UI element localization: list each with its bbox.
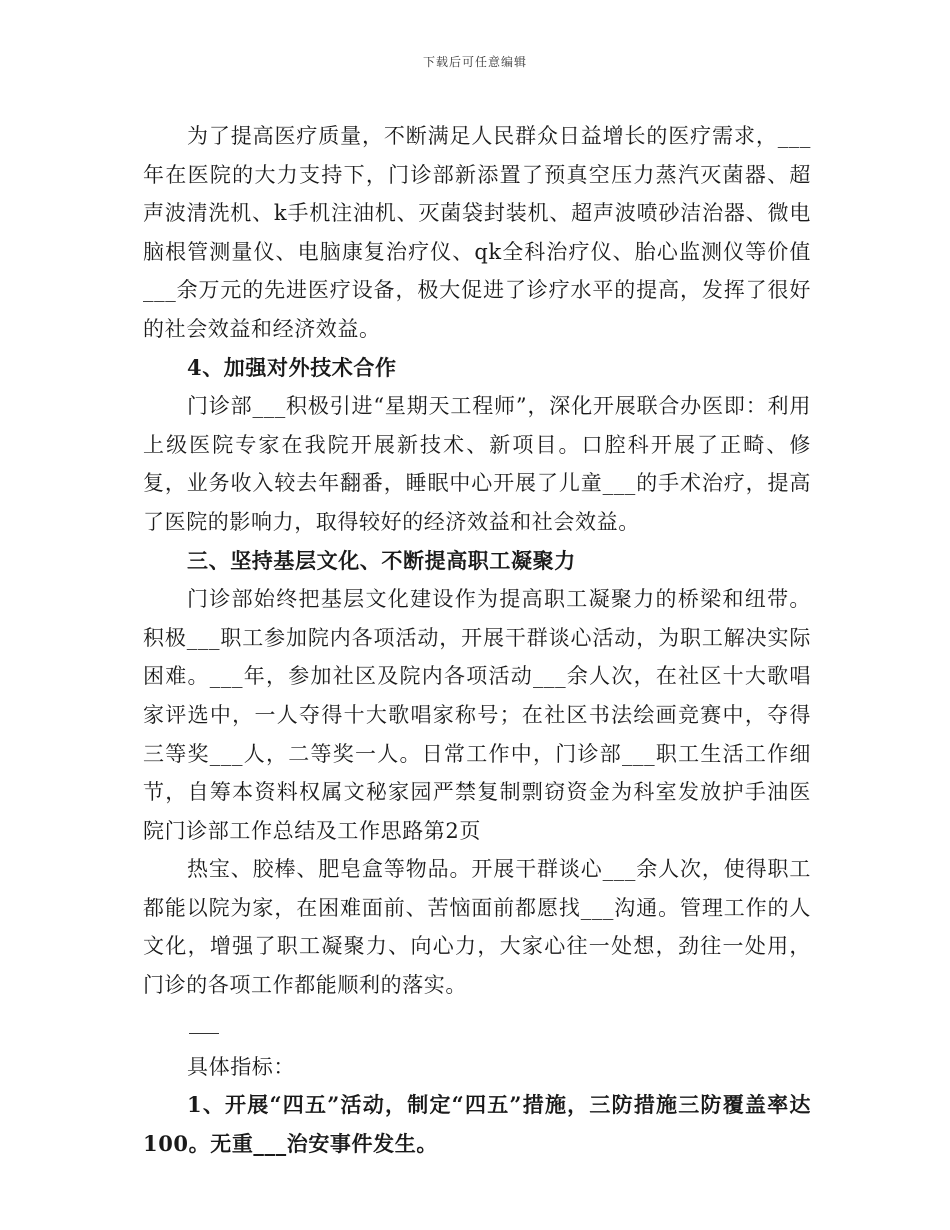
paragraph-cooperation: 门诊部___积极引进“星期天工程师”，深化开展联合办医即：利用上级医院专家在我院开展新技术、新项目。口腔科开展了正畸、修复，业务收入较去年翻番，睡眠中心开展了儿童___的手术治疗，提高了医院的影响力，取得较好的经济效益和社会效益。	[143, 394, 811, 534]
paragraph-continuation: 热宝、胶棒、肥皂盒等物品。开展干群谈心___余人次，使得职工都能以院为家，在困难面前、苦恼面前都愿找___沟通。管理工作的人文化，增强了职工凝聚力、向心力，大家心往一处想，劲往一处用，门诊的各项工作都能顺利的落实。	[143, 857, 811, 998]
page-header: 下载后可任意编辑	[422, 55, 527, 69]
paragraph-indicators-label: 具体指标：	[187, 1054, 295, 1079]
separator-line	[189, 1033, 219, 1034]
paragraph-indicator-1: 1、开展“四五”活动，制定“四五”措施，三防措施三防覆盖率达100。无重___治安事件发生。	[143, 1092, 811, 1156]
heading-tech-cooperation: 4、加强对外技术合作	[187, 354, 397, 380]
paragraph-culture: 门诊部始终把基层文化建设作为提高职工凝聚力的桥梁和纽带。积极___职工参加院内各项活动，开展干群谈心活动，为职工解决实际困难。___年，参加社区及院内各项活动___余人次，在社区十大歌唱家评选中，一人夺得十大歌唱家称号；在社区书法绘画竞赛中，夺得三等奖___人，二等奖一人。日常工作中，门诊部___职工生活工作细节，自筹本资料权属文秘家园严禁复制剽窃资金为科室发放护手油医院门诊部工作总结及工作思路第2页	[143, 587, 811, 843]
paragraph-equipment: 为了提高医疗质量，不断满足人民群众日益增长的医疗需求，___年在医院的大力支持下，门诊部新添置了预真空压力蒸汽灭菌器、超声波清洗机、k手机注油机、灭菌袋封装机、超声波喷砂洁治器、微电脑根管测量仪、电脑康复治疗仪、qk全科治疗仪、胎心监测仪等价值___余万元的先进医疗设备，极大促进了诊疗水平的提高，发挥了很好的社会效益和经济效益。	[143, 124, 811, 341]
document-body	[143, 117, 811, 1163]
heading-culture: 三、坚持基层文化、不断提高职工凝聚力	[187, 547, 576, 573]
